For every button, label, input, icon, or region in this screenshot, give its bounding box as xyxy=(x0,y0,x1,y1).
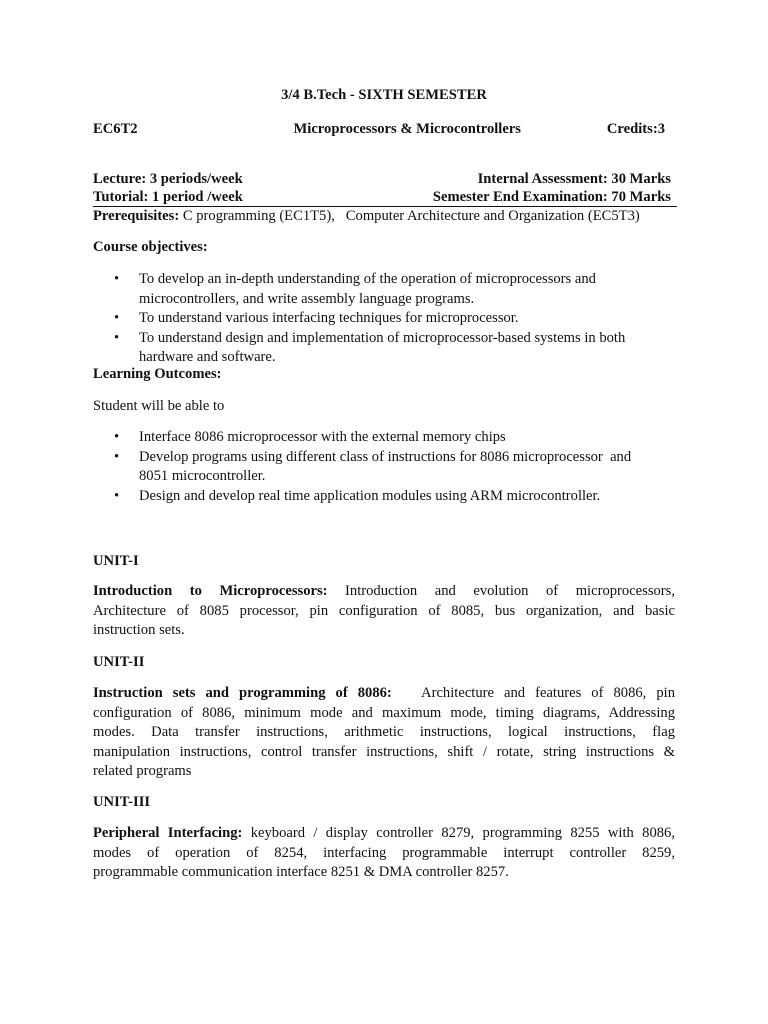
outcome-item: • Design and develop real time application modules using ARM microcontroller. xyxy=(93,487,683,507)
tutorial-periods: Tutorial: 1 period /week xyxy=(93,189,243,205)
tutorial-row xyxy=(93,188,677,208)
unit-3-lead: Peripheral Interfacing: xyxy=(93,825,243,841)
unit-3-title: UNIT-III xyxy=(93,794,151,810)
objectives-heading: Course objectives: xyxy=(93,239,208,255)
outcomes-heading: Learning Outcomes: xyxy=(93,366,222,382)
unit-1-title: UNIT-I xyxy=(93,553,139,569)
objective-item: • To understand various interfacing techniques for microprocessor. xyxy=(93,309,683,329)
lecture-periods: Lecture: 3 periods/week xyxy=(93,171,243,187)
internal-assessment: Internal Assessment: 30 Marks xyxy=(477,171,671,187)
outcomes-list xyxy=(93,428,683,506)
outcome-item: • Interface 8086 microprocessor with the external memory chips xyxy=(93,428,683,448)
outcomes-intro: Student will be able to xyxy=(93,398,225,414)
unit-1-lead: Introduction to Microprocessors: xyxy=(93,583,328,599)
objective-item: • To understand design and implementation of microprocessor-based systems in both hardware and software. xyxy=(93,329,683,368)
unit-2-lead: Instruction sets and programming of 8086: xyxy=(93,685,392,701)
semester-title: 3/4 B.Tech - SIXTH SEMESTER xyxy=(281,87,487,103)
outcome-item: • Develop programs using different class of instructions for 8086 microprocessor and 8051 microcontroller. xyxy=(93,448,683,487)
unit-2-title: UNIT-II xyxy=(93,654,145,670)
prerequisites-text: C programming (EC1T5), Computer Architecture and Organization (EC5T3) xyxy=(179,208,640,224)
objective-item: • To develop an in-depth understanding of the operation of microprocessors and microcontrollers, and write assembly language programs. xyxy=(93,270,683,309)
objectives-list xyxy=(93,270,683,368)
prerequisites xyxy=(93,207,640,227)
unit-2-body: Instruction sets and programming of 8086: Architecture and features of 8086, pin configuration of 8086, minimum mode and maximum mode, timing diagrams, Addressing modes. Data transfer instructions, arithmetic instructions, logical instructions, flag manipulation instructions, control transfer instructions, shift / rotate, string instructions & related programs xyxy=(93,685,676,779)
course-name: Microprocessors & Microcontrollers xyxy=(293,121,521,137)
unit-3-body: Peripheral Interfacing: keyboard / display controller 8279, programming 8255 with 8086, modes of operation of 8254, interfacing programmable interrupt controller 8259, programmable communication interface 8251 & DMA controller 8257. xyxy=(93,825,675,880)
course-credits: Credits:3 xyxy=(606,121,665,137)
course-code: EC6T2 xyxy=(93,121,138,137)
semester-end-exam: Semester End Examination: 70 Marks xyxy=(432,189,671,205)
prerequisites-label: Prerequisites: xyxy=(93,208,180,224)
unit-1-body: Introduction to Microprocessors: Introduction and evolution of microprocessors, Architecture of 8085 processor, pin configuration of 8085, bus organization, and basic instruction sets. xyxy=(93,583,675,638)
course-header-row xyxy=(93,120,677,140)
lecture-row xyxy=(93,170,677,190)
